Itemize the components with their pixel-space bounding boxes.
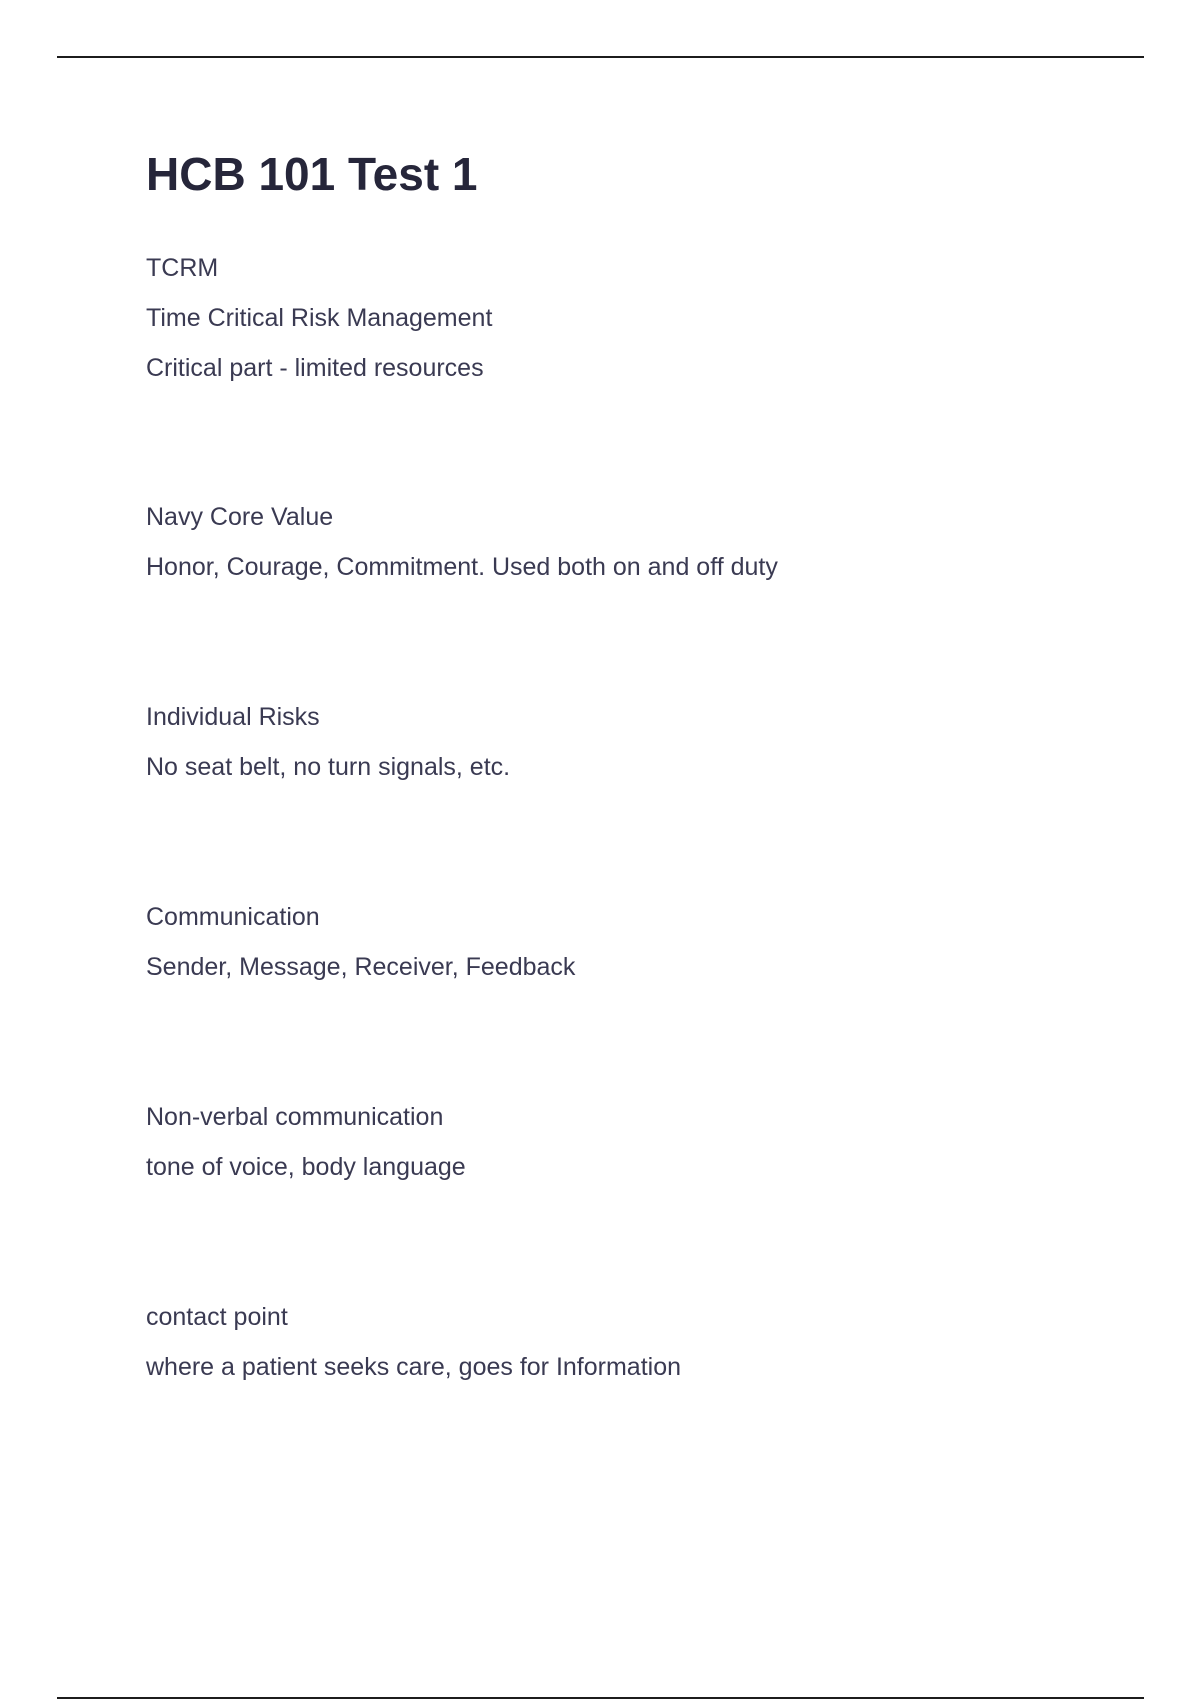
card-definition-line: Honor, Courage, Commitment. Used both on and off duty xyxy=(146,553,778,581)
card-definition-line: Critical part - limited resources xyxy=(146,354,484,382)
card-term: Non-verbal communication xyxy=(146,1103,444,1131)
flashcard-non-verbal-communication xyxy=(146,1092,466,1192)
flashcard-navy-core-value xyxy=(146,492,778,592)
card-term: Communication xyxy=(146,903,320,931)
card-definition-line: Sender, Message, Receiver, Feedback xyxy=(146,953,576,981)
card-definition-line: where a patient seeks care, goes for Information xyxy=(146,1353,682,1381)
flashcard-individual-risks xyxy=(146,692,510,792)
card-term: TCRM xyxy=(146,254,219,282)
card-definition-line: tone of voice, body language xyxy=(146,1153,466,1181)
top-divider xyxy=(57,56,1144,58)
card-definition-line: Time Critical Risk Management xyxy=(146,304,493,332)
flashcard-tcrm xyxy=(146,243,492,393)
flashcard-communication xyxy=(146,892,575,992)
flashcard-contact-point xyxy=(146,1292,681,1392)
card-definition-line: No seat belt, no turn signals, etc. xyxy=(146,753,511,781)
card-term: Individual Risks xyxy=(146,703,320,731)
card-term: contact point xyxy=(146,1303,288,1331)
card-term: Navy Core Value xyxy=(146,503,334,531)
page-title: HCB 101 Test 1 xyxy=(146,148,478,200)
bottom-divider xyxy=(57,1697,1144,1699)
